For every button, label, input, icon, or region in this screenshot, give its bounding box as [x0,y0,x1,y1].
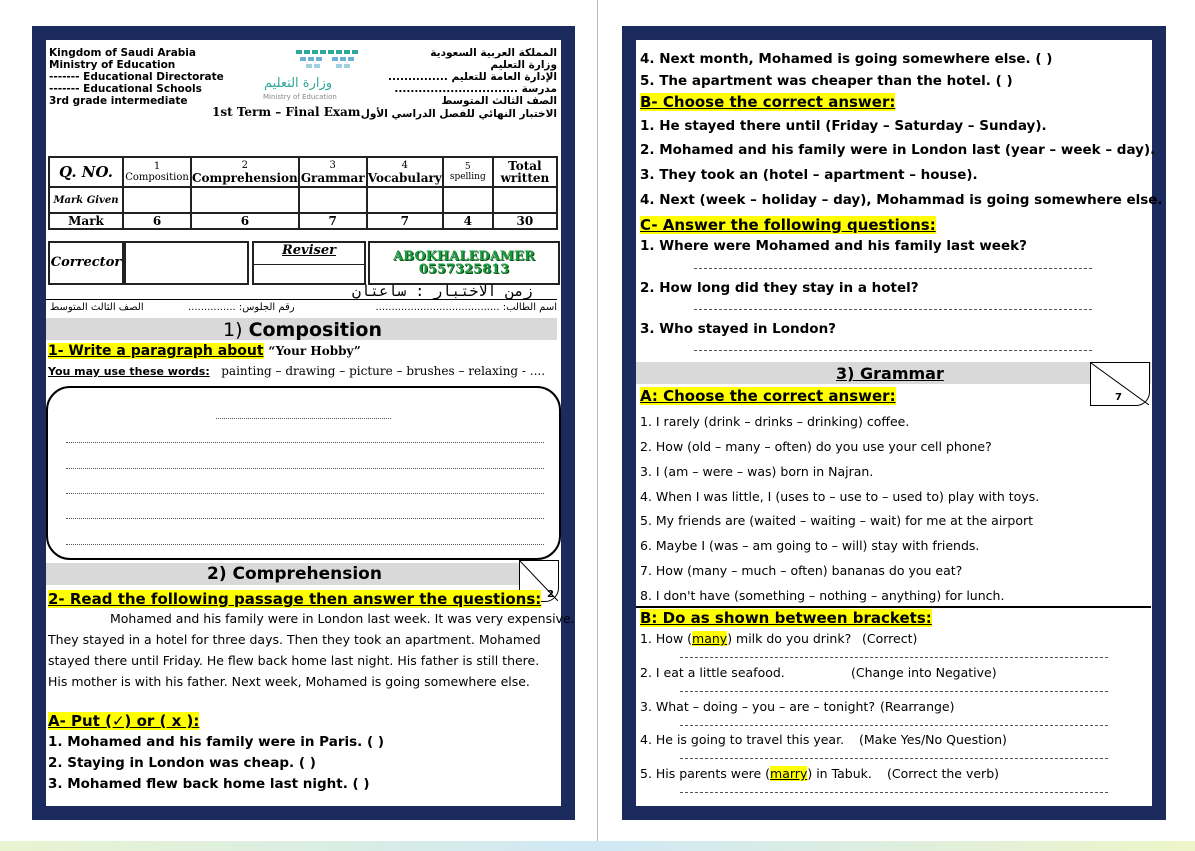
grammar-mark: 7 [1115,392,1122,403]
mc-item[interactable]: 4. Next (week – holiday – day), Mohammad is going somewhere else. [640,192,1163,208]
qno-label: Q. NO. [49,157,123,187]
grammar-item[interactable]: 4. When I was little, I (uses to – use to – used to) play with toys. [640,489,1040,504]
answer-line[interactable] [694,350,1092,351]
bracket-item: 3. What – doing – you – are – tonight? [640,699,875,714]
answer-line[interactable] [680,758,1108,759]
mc-item[interactable]: 3. They took an (hotel – apartment – house). [640,167,978,183]
writing-line [66,468,544,469]
passage-line: Mohamed and his family were in London last week. It was very expensive. [110,611,575,626]
bracket-text: ) in Tabuk. [807,766,872,781]
answer-line[interactable] [680,657,1108,658]
mark-value: 6 [191,213,299,229]
grammar-item[interactable]: 3. I (am – were – was) born in Najran. [640,464,874,479]
grammar-item[interactable]: 1. I rarely (drink – drinks – drinking) coffee. [640,414,910,429]
writing-line [66,442,544,443]
logo-ar-text: وزارة التعليم [264,76,333,91]
col-spelling [443,157,493,187]
comprehension-mark: 2 [547,589,554,600]
bracket-command: (Correct the verb) [887,766,999,781]
stamp-box [368,241,560,285]
corrector-label: Corrector [50,255,122,270]
answer-line[interactable] [680,725,1108,726]
stamp-name: ABOKHALEDAMER [393,249,535,264]
composition-topic: “Your Hobby” [268,344,361,358]
col-grammar [299,157,367,187]
exam-time-label: زمن الاختبار : ساعتان [352,282,533,300]
mark-value: 6 [123,213,191,229]
given-label: Mark Given [49,187,123,213]
mc-item[interactable]: 2. Mohamed and his family were in London last (year – week – day). [640,142,1156,158]
given-cell[interactable] [123,187,191,213]
exam-title: 1st Term – Final Exam [212,105,361,119]
composition-title-text: Composition [248,319,383,341]
header-en-3: ------- Educational Directorate [49,71,224,83]
grade-label: الصف الثالث المتوسط [50,302,144,313]
composition-title [223,319,382,341]
reviser-box [252,241,366,285]
bracket-command: (Change into Negative) [851,665,997,680]
col-num: 2 [241,159,249,171]
grammar-item[interactable]: 6. Maybe I (was – am going to – will) stay with friends. [640,538,980,553]
mc-section-title: B- Choose the correct answer: [640,93,896,111]
grammar-title: 3) Grammar [836,364,944,383]
mark-value: 4 [443,213,493,229]
comprehension-title: 2) Comprehension [207,564,382,584]
answer-line[interactable] [680,691,1108,692]
passage-line: His mother is with his father. Next week, Mohamed is going somewhere else. [48,674,530,689]
left-page [32,26,575,820]
tf-item[interactable]: 3. Mohamed flew back home last night. ( ) [48,776,370,792]
given-cell[interactable] [299,187,367,213]
bracket-highlight: marry [770,766,808,781]
header-ar-1: المملكة العربية السعودية [430,47,557,59]
bracket-item [640,631,851,646]
col-num: 4 [401,159,408,171]
header-ar-3: الإدارة العامة للتعليم ............... [388,71,557,83]
header-en-5: 3rd grade intermediate [49,95,188,107]
header-en-2: Ministry of Education [49,59,176,71]
bracket-item: 2. I eat a little seafood. [640,665,785,680]
question-item: 3. Who stayed in London? [640,321,837,337]
bottom-band [0,841,1195,851]
tf-item[interactable]: 2. Staying in London was cheap. ( ) [48,755,316,771]
bracket-command: (Make Yes/No Question) [859,732,1007,747]
tf-section-title: A- Put (✓) or ( x ): [48,712,200,730]
answer-line[interactable] [694,309,1092,310]
mark-value: 30 [493,213,557,229]
marks-table [48,156,558,230]
col-vocabulary [367,157,443,187]
words-label: You may use these words: [48,365,210,378]
logo-en-text: Ministry of Education [263,93,337,101]
col-num: 5 [464,162,471,172]
bracket-text: 1. How ( [640,631,693,646]
given-cell[interactable] [493,187,557,213]
seat-number-label[interactable]: رقم الجلوس: ............... [188,302,295,313]
stamp-phone: 0557325813 [418,262,510,277]
col-name: Composition [125,172,189,183]
left-page-content [46,40,575,806]
tf-item[interactable]: 4. Next month, Mohamed is going somewhere else. ( ) [640,51,1053,67]
words-list: painting – drawing – picture – brushes – relaxing - .... [221,364,546,378]
bracket-item: 4. He is going to travel this year. [640,732,845,747]
corrector-field[interactable] [124,241,249,285]
total-written-label: Total written [493,157,557,187]
comprehension-instruction: 2- Read the following passage then answer the questions: [48,590,542,608]
given-cell[interactable] [191,187,299,213]
bracket-highlight: many [692,631,728,646]
writing-line [216,418,391,419]
grammar-item[interactable]: 2. How (old – many – often) do you use your cell phone? [640,439,992,454]
grammar-divider [636,606,1151,608]
grammar-item[interactable]: 8. I don't have (something – nothing – anything) for lunch. [640,588,1005,603]
col-composition [123,157,191,187]
mark-value: 7 [367,213,443,229]
composition-writing-area[interactable] [46,386,561,560]
question-item: 1. Where were Mohamed and his family last week? [640,238,1027,254]
bracket-command: (Correct) [862,631,918,646]
header-ar-6: الاختبار النهائي للفصل الدراسي الأول [360,108,557,120]
grammar-a-title: A: Choose the correct answer: [640,387,896,405]
grammar-item[interactable]: 5. My friends are (waited – waiting – wait) for me at the airport [640,513,1034,528]
col-comprehension [191,157,299,187]
question-item: 2. How long did they stay in a hotel? [640,280,919,296]
col-num: 1 [153,161,161,172]
given-cell[interactable] [443,187,493,213]
col-name: Grammar [300,170,365,185]
tf-item[interactable]: 1. Mohamed and his family were in Paris. ( ) [48,734,385,750]
col-num: 3 [329,159,336,171]
col-name: spelling [449,172,486,182]
bracket-item [640,766,872,781]
composition-words [48,364,545,378]
bracket-command: (Rearrange) [880,699,955,714]
questions-section-title: C- Answer the following questions: [640,216,936,234]
bracket-text: ) milk do you drink? [727,631,852,646]
right-page-content [636,40,1163,806]
header-ar-4: مدرسة ............................... [394,83,557,95]
corrector-label-box [48,241,124,285]
writing-line [66,493,544,494]
tf-item[interactable]: 5. The apartment was cheaper than the hotel. ( ) [640,73,1013,89]
info-divider [46,299,557,300]
composition-instruction-text: 1- Write a paragraph about [48,343,264,359]
reviser-label: Reviser [281,243,336,258]
writing-line [66,544,544,545]
right-page [622,26,1166,820]
grammar-item[interactable]: 7. How (many – much – often) bananas do you eat? [640,563,963,578]
answer-line[interactable] [680,792,1108,793]
grammar-mark-box [1090,362,1150,406]
mark-value: 7 [299,213,367,229]
given-cell[interactable] [367,187,443,213]
page-separator [597,0,598,851]
mc-item[interactable]: 1. He stayed there until (Friday – Saturday – Sunday). [640,118,1047,134]
header-ar-2: وزارة التعليم [490,59,557,71]
composition-num: 1) [223,319,243,341]
passage-line: stayed there until Friday. He flew back home last night. His father is still there. [48,653,540,668]
header-ar-5: الصف الثالث المتوسط [441,95,557,107]
header-en-1: Kingdom of Saudi Arabia [49,47,196,59]
grammar-b-title: B: Do as shown between brackets: [640,609,932,627]
student-name-label[interactable]: اسم الطالب: ....................................... [375,302,557,313]
header-en-4: ------- Educational Schools [49,83,202,95]
answer-line[interactable] [694,268,1092,269]
reviser-field[interactable] [254,264,364,265]
bracket-text: 5. His parents were ( [640,766,771,781]
mark-label: Mark [49,213,123,229]
passage-line: They stayed in a hotel for three days. Then they took an apartment. Mohamed [48,632,541,647]
composition-instruction [48,343,361,359]
col-name: Vocabulary [367,170,442,185]
col-name: Comprehension [192,170,298,185]
writing-line [66,518,544,519]
ministry-logo-icon [292,46,362,76]
